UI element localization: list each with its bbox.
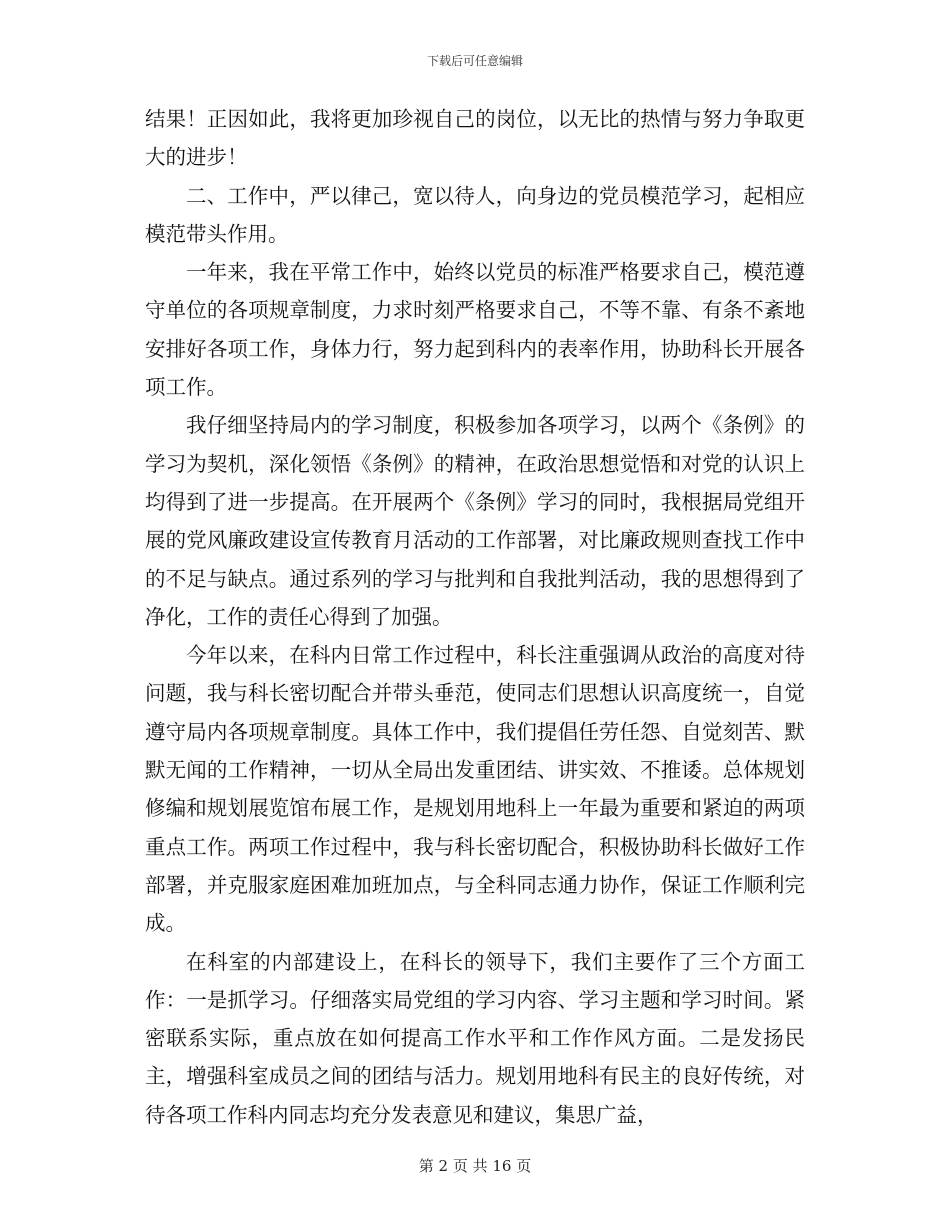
paragraph: 我仔细坚持局内的学习制度，积极参加各项学习，以两个《条例》的学习为契机，深化领悟《条例》的精神，在政治思想觉悟和对党的认识上均得到了进一步提高。在开展两个《条例》学习的同时，我根据局党组开展的党风廉政建设宣传教育月活动的工作部署，对比廉政规则查找工作中的不足与缺点。通过系列的学习与批判和自我批判活动，我的思想得到了净化，工作的责任心得到了加强。 [145, 413, 805, 629]
page-header: 下载后可任意编辑 [426, 54, 523, 68]
paragraph: 一年来，我在平常工作中，始终以党员的标准严格要求自己，模范遵守单位的各项规章制度，力求时刻严格要求自己，不等不靠、有条不紊地安排好各项工作，身体力行，努力起到科内的表率作用，协助科长开展各项工作。 [145, 260, 805, 400]
document-body [145, 100, 805, 1134]
paragraph-section-two-heading: 二、工作中，严以律己，宽以待人，向身边的党员模范学习，起相应模范带头作用。 [145, 183, 805, 246]
paragraph: 今年以来，在科内日常工作过程中，科长注重强调从政治的高度对待问题，我与科长密切配合并带头垂范，使同志们思想认识高度统一，自觉遵守局内各项规章制度。具体工作中，我们提倡任劳任怨、自觉刻苦、默默无闻的工作精神，一切从全局出发重团结、讲实效、不推诿。总体规划修编和规划展览馆布展工作，是规划用地科上一年最为重要和紧迫的两项重点工作。两项工作过程中，我与科长密切配合，积极协助科长做好工作部署，并克服家庭困难加班加点，与全科同志通力协作，保证工作顺利完成。 [145, 643, 805, 936]
paragraph-continuation: 结果！正因如此，我将更加珍视自己的岗位，以无比的热情与努力争取更大的进步！ [145, 107, 805, 170]
paragraph: 在科室的内部建设上，在科长的领导下，我们主要作了三个方面工作：一是抓学习。仔细落实局党组的学习内容、学习主题和学习时间。紧密联系实际，重点放在如何提高工作水平和工作作风方面。二是发扬民主，增强科室成员之间的团结与活力。规划用地科有民主的良好传统，对待各项工作科内同志均充分发表意见和建议，集思广益， [145, 949, 805, 1127]
page-number-footer: 第 2 页 共 16 页 [418, 1157, 532, 1175]
